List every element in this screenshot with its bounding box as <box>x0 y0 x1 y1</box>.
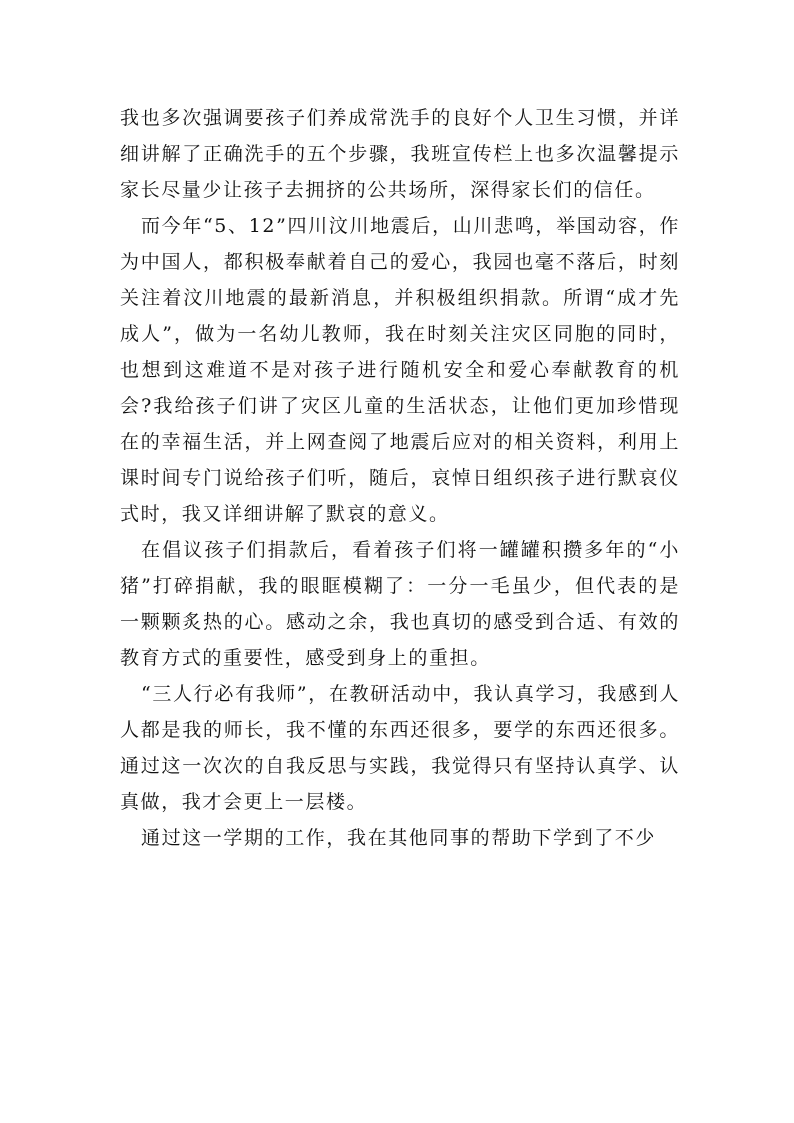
paragraph-2: 而今年“5、12”四川汶川地震后，山川悲鸣，举国动容，作为中国人，都积极奉献着自己的爱心，我园也毫不落后，时刻关注着汶川地震的最新消息，并积极组织捐款。所谓“成才先成人”，做为一名幼儿教师，我在时刻关注灾区同胞的同时，也想到这难道不是对孩子进行随机安全和爱心奉献教育的机会?我给孩子们讲了灾区儿童的生活状态，让他们更加珍惜现在的幸福生活，并上网查阅了地震后应对的相关资料，利用上课时间专门说给孩子们听，随后，哀悼日组织孩子进行默哀仪式时，我又详细讲解了默哀的意义。 <box>120 215 680 525</box>
document-body <box>120 100 680 856</box>
paragraph-5: 通过这一学期的工作，我在其他同事的帮助下学到了不少 <box>141 827 657 849</box>
paragraph-4: “三人行必有我师”，在教研活动中，我认真学习，我感到人人都是我的师长，我不懂的东西还很多，要学的东西还很多。通过这一次次的自我反思与实践，我觉得只有坚持认真学、认真做，我才会更上一层楼。 <box>120 683 680 813</box>
paragraph-1: 我也多次强调要孩子们养成常洗手的良好个人卫生习惯，并详细讲解了正确洗手的五个步骤，我班宣传栏上也多次温馨提示家长尽量少让孩子去拥挤的公共场所，深得家长们的信任。 <box>120 107 680 201</box>
paragraph-3: 在倡议孩子们捐款后，看着孩子们将一罐罐积攒多年的“小猪”打碎捐献，我的眼眶模糊了：一分一毛虽少，但代表的是一颗颗炙热的心。感动之余，我也真切的感受到合适、有效的教育方式的重要性，感受到身上的重担。 <box>120 539 680 669</box>
